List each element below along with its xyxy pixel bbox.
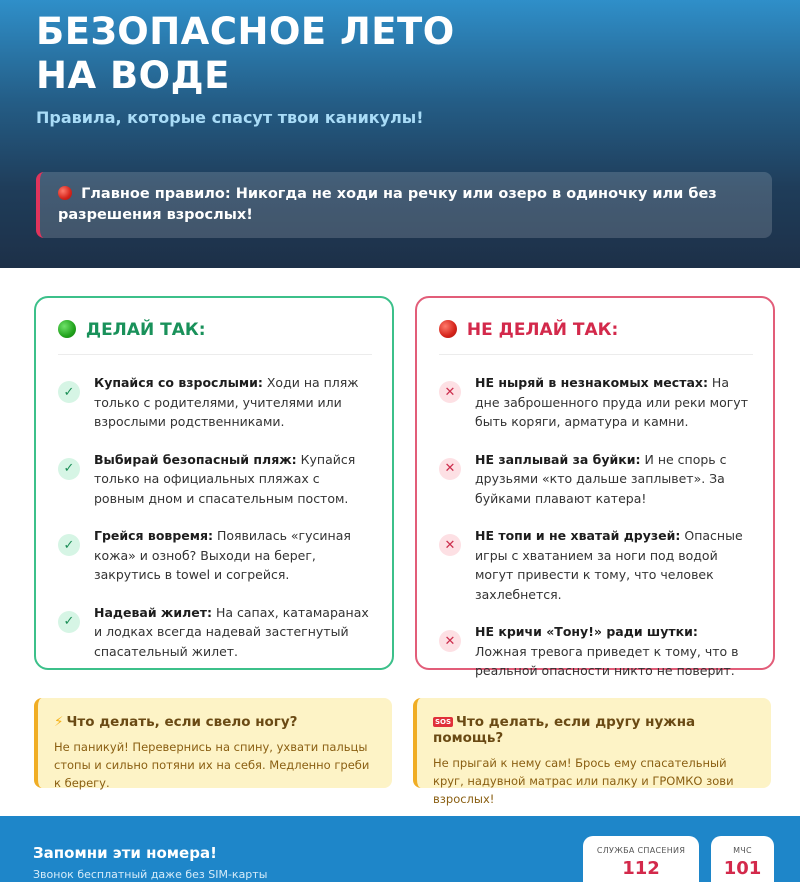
dont-card-title (439, 320, 753, 355)
cross-icon: ✕ (439, 458, 461, 480)
red-circle-icon (58, 186, 72, 200)
do-item (58, 450, 372, 509)
cramp-tip-text: Не паникуй! Перевернись на спину, ухвати пальцы стопы и сильно потяни их на себя. Медленно греби к берегу. (54, 740, 370, 790)
help-tip (413, 698, 771, 806)
do-item (58, 526, 372, 585)
page-title (36, 10, 764, 98)
do-item-heading: Надевай жилет: (94, 604, 212, 620)
dont-item-heading: НЕ ныряй в незнакомых местах: (475, 375, 708, 390)
check-icon: ✓ (58, 611, 80, 633)
do-item-text (94, 373, 372, 432)
dont-item-text (475, 622, 753, 681)
do-item-text (94, 603, 372, 662)
dont-item-heading: НЕ заплывай за буйки: (475, 451, 641, 467)
do-card-title (58, 320, 372, 355)
do-card-title-text: ДЕЛАЙ ТАК: (85, 320, 206, 340)
footer-subtitle: Звонок бесплатный даже без SIM-карты (33, 868, 268, 881)
mchs-number[interactable]: 101 (723, 858, 762, 879)
do-item-body: Купайся только на официальных пляжах с ровным дном и спасательным постом. (94, 451, 356, 506)
dont-item-body: И не спорь с друзьями «кто дальше заплывет». За буйками плавают катера! (475, 451, 727, 506)
do-item-heading: Выбирай безопасный пляж: (94, 451, 297, 467)
dont-item (439, 450, 753, 509)
dont-item-heading: НЕ топи и не хватай друзей: (475, 528, 681, 543)
rescue-number[interactable]: 112 (622, 858, 660, 879)
emergency-numbers-footer (0, 816, 800, 882)
mchs-number-card[interactable] (711, 836, 774, 882)
page-title-line-1: БЕЗОПАСНОЕ ЛЕТО (36, 10, 455, 53)
cramp-tip-title (54, 714, 378, 730)
help-tip-text: Не прыгай к нему сам! Брось ему спасательный круг, надувной матрас или палку и ГРОМКО зови взрослых! (433, 756, 734, 806)
dont-item-text (475, 526, 753, 604)
dont-item-body: Опасные игры с хватанием за ноги под водой могут привести к тому, что человек захлебнется. (475, 528, 743, 602)
dont-card (415, 296, 775, 678)
lightning-icon: ⚡ (54, 714, 64, 730)
mchs-label: МЧС (733, 846, 752, 855)
check-icon: ✓ (58, 381, 80, 403)
rescue-number-card[interactable] (583, 836, 699, 882)
dont-item-text (475, 450, 753, 509)
do-item-body: На сапах, катамаранах и лодках всегда надевай застегнутый спасательный жилет. (94, 604, 369, 659)
do-item-heading: Грейся вовремя: (94, 528, 214, 543)
main-rule-text: Главное правило: Никогда не ходи на речку или озеро в одиночку или без разрешения взрослых! (58, 186, 717, 223)
dont-card-title-text: НЕ ДЕЛАЙ ТАК: (466, 320, 619, 340)
do-item-text (94, 450, 372, 509)
do-item-text (94, 526, 372, 585)
help-tip-title-text: Что делать, если другу нужна помощь? (433, 714, 696, 746)
dont-item (439, 622, 753, 681)
do-card (34, 296, 394, 670)
dont-item-body: На дне заброшенного пруда или реки могут быть коряги, арматура и камни. (475, 375, 748, 429)
footer-title: Запомни эти номера! (33, 844, 217, 862)
check-icon: ✓ (58, 534, 80, 556)
cramp-tip (34, 698, 392, 788)
do-item-body: Ходи на пляж только с родителями, учителями или взрослыми родственниками. (94, 375, 359, 429)
dont-item-heading: НЕ кричи «Тону!» ради шутки: (475, 624, 698, 639)
do-item-body: Появилась «гусиная кожа» и озноб? Выходи на берег, закрутись в towel и согрейся. (94, 528, 351, 582)
main-rule-alert (36, 172, 772, 238)
do-item-heading: Купайся со взрослыми: (94, 375, 263, 390)
cross-icon: ✕ (439, 534, 461, 556)
page-title-line-2: НА ВОДЕ (36, 54, 230, 97)
hero-banner (0, 0, 800, 268)
rescue-label: СЛУЖБА СПАСЕНИЯ (596, 846, 686, 855)
red-circle-icon (439, 320, 457, 338)
sos-icon: SOS (435, 718, 452, 726)
dont-item (439, 526, 753, 604)
green-circle-icon (58, 320, 76, 338)
cramp-tip-title-text: Что делать, если свело ногу? (66, 714, 298, 730)
check-icon: ✓ (58, 458, 80, 480)
cross-icon: ✕ (439, 630, 461, 652)
do-item (58, 373, 372, 432)
do-item (58, 603, 372, 662)
help-tip-title (433, 714, 757, 746)
dont-item (439, 373, 753, 432)
page-subtitle: Правила, которые спасут твои каникулы! (36, 108, 424, 127)
cross-icon: ✕ (439, 381, 461, 403)
dont-item-text (475, 373, 753, 432)
rules-section (0, 268, 800, 816)
dont-item-body: Ложная тревога приведет к тому, что в реальной опасности никто не поверит. (475, 643, 739, 678)
